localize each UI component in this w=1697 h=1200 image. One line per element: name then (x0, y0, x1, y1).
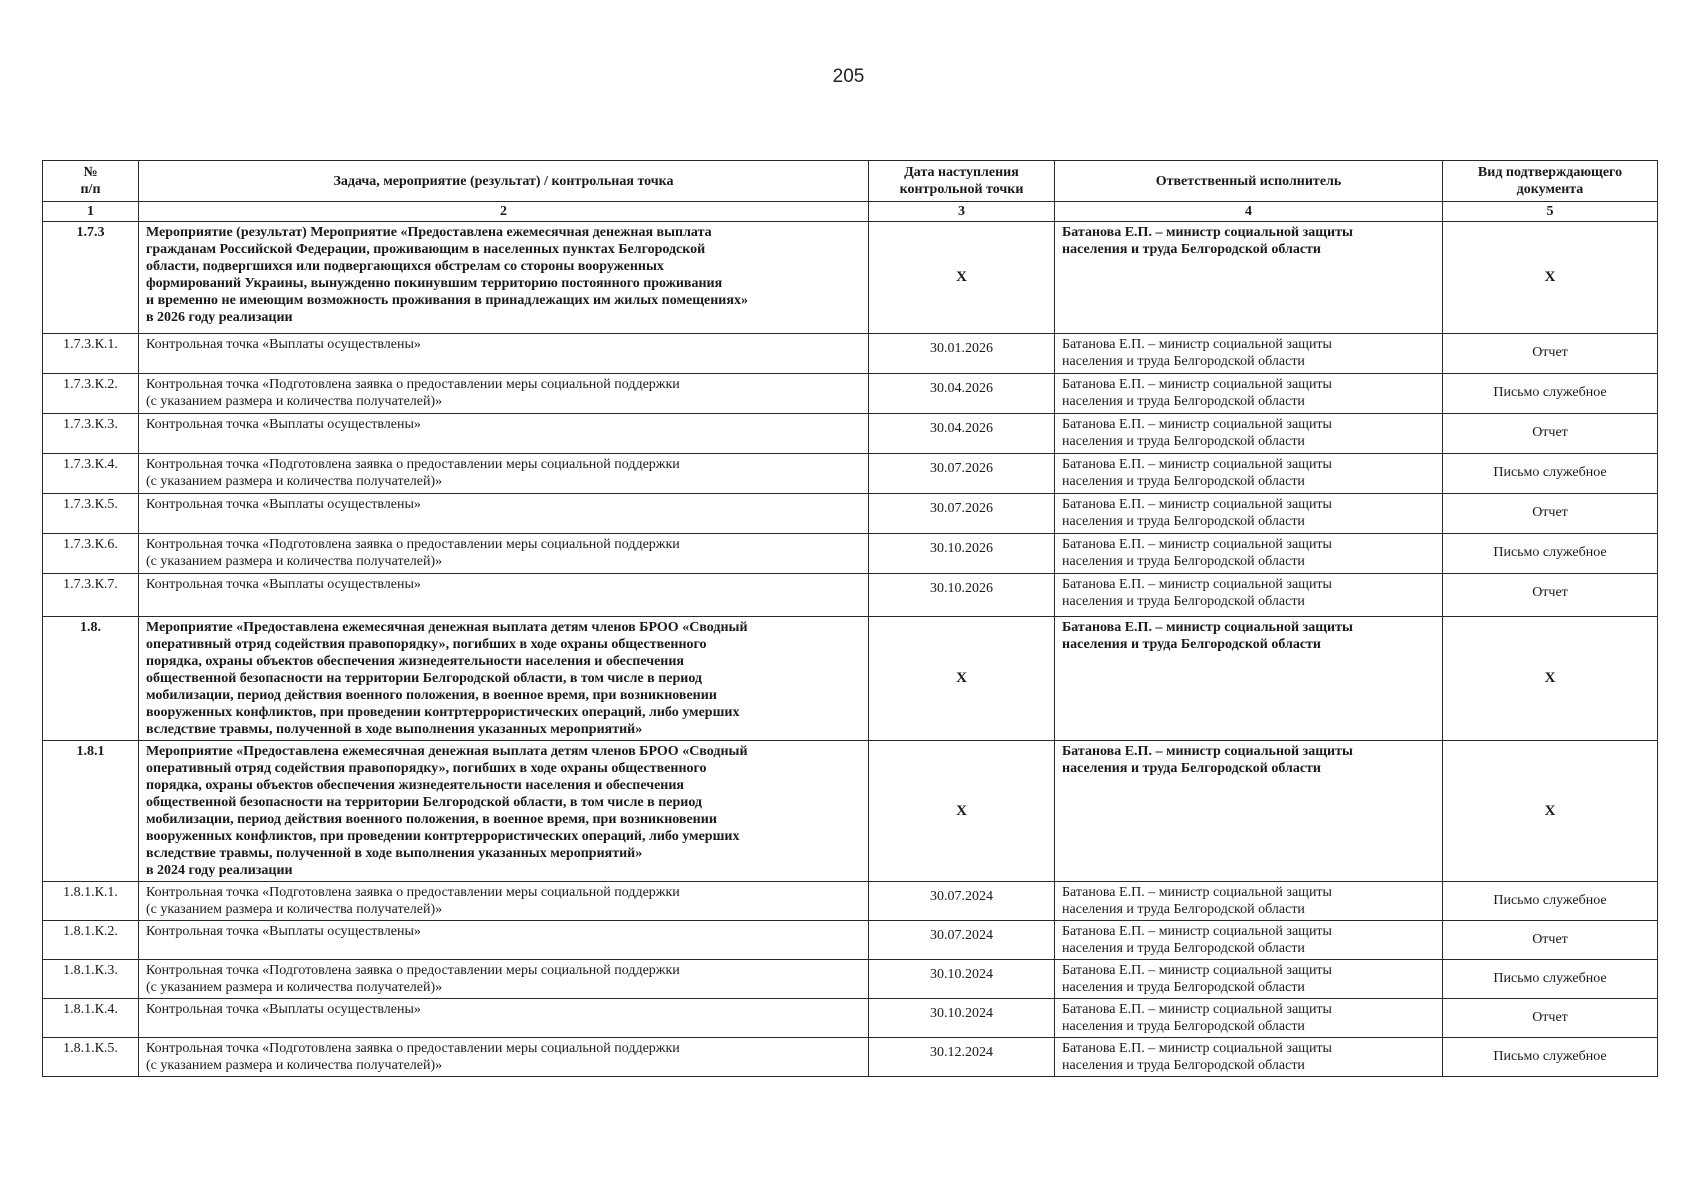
table-row (43, 1038, 1658, 1077)
row-task: Контрольная точка «Выплаты осуществлены» (139, 494, 869, 534)
header-document: Вид подтверждающего документа (1443, 161, 1658, 202)
row-date: X (869, 741, 1055, 882)
row-responsible: Батанова Е.П. – министр социальной защиты населения и труда Белгородской области (1055, 454, 1443, 494)
row-number: 1.7.3.К.7. (43, 574, 139, 617)
row-responsible: Батанова Е.П. – министр социальной защиты населения и труда Белгородской области (1055, 1038, 1443, 1077)
row-responsible: Батанова Е.П. – министр социальной защиты населения и труда Белгородской области (1055, 534, 1443, 574)
header-date: Дата наступления контрольной точки (869, 161, 1055, 202)
row-document: Письмо служебное (1443, 882, 1658, 921)
header-responsible: Ответственный исполнитель (1055, 161, 1443, 202)
row-document: Отчет (1443, 921, 1658, 960)
row-responsible: Батанова Е.П. – министр социальной защиты населения и труда Белгородской области (1055, 222, 1443, 334)
row-task: Контрольная точка «Подготовлена заявка о предоставлении меры социальной поддержки (с указанием размера и количества получателей)» (139, 534, 869, 574)
row-date: 30.12.2024 (869, 1038, 1055, 1077)
row-document: Письмо служебное (1443, 960, 1658, 999)
row-document: Письмо служебное (1443, 454, 1658, 494)
row-task: Контрольная точка «Выплаты осуществлены» (139, 414, 869, 454)
row-responsible: Батанова Е.П. – министр социальной защиты населения и труда Белгородской области (1055, 741, 1443, 882)
row-date: 30.07.2024 (869, 882, 1055, 921)
row-number: 1.8.1.К.3. (43, 960, 139, 999)
row-number: 1.7.3.К.4. (43, 454, 139, 494)
row-date: X (869, 222, 1055, 334)
row-date: 30.10.2024 (869, 999, 1055, 1038)
row-responsible: Батанова Е.П. – министр социальной защиты населения и труда Белгородской области (1055, 374, 1443, 414)
row-document: X (1443, 617, 1658, 741)
row-date: 30.01.2026 (869, 334, 1055, 374)
row-document: Письмо служебное (1443, 374, 1658, 414)
row-task: Контрольная точка «Подготовлена заявка о предоставлении меры социальной поддержки (с указанием размера и количества получателей)» (139, 454, 869, 494)
row-task: Контрольная точка «Выплаты осуществлены» (139, 574, 869, 617)
row-responsible: Батанова Е.П. – министр социальной защиты населения и труда Белгородской области (1055, 494, 1443, 534)
row-document: Отчет (1443, 574, 1658, 617)
header-number: № п/п (43, 161, 139, 202)
row-date: 30.07.2026 (869, 494, 1055, 534)
row-document: Отчет (1443, 999, 1658, 1038)
row-responsible: Батанова Е.П. – министр социальной защиты населения и труда Белгородской области (1055, 921, 1443, 960)
column-number: 4 (1055, 202, 1443, 222)
row-date: X (869, 617, 1055, 741)
row-document: Письмо служебное (1443, 1038, 1658, 1077)
row-responsible: Батанова Е.П. – министр социальной защиты населения и труда Белгородской области (1055, 574, 1443, 617)
table-row (43, 617, 1658, 741)
row-document: X (1443, 222, 1658, 334)
row-responsible: Батанова Е.П. – министр социальной защиты населения и труда Белгородской области (1055, 960, 1443, 999)
table-row (43, 374, 1658, 414)
row-date: 30.10.2026 (869, 534, 1055, 574)
row-date: 30.07.2026 (869, 454, 1055, 494)
row-task: Контрольная точка «Выплаты осуществлены» (139, 334, 869, 374)
table-row (43, 741, 1658, 882)
table-row (43, 222, 1658, 334)
row-document: Отчет (1443, 334, 1658, 374)
row-date: 30.04.2026 (869, 414, 1055, 454)
row-number: 1.8.1.К.5. (43, 1038, 139, 1077)
row-number: 1.8.1.К.4. (43, 999, 139, 1038)
row-task: Мероприятие «Предоставлена ежемесячная денежная выплата детям членов БРОО «Сводный оперативный отряд содействия правопорядку», погибших в ходе охраны общественного порядка, охраны объектов обеспечения жизнедеятельности населения и обеспечения общественной безопасности на территории Белгородской области, в том числе в период мобилизации, период действия военного положения, в военное время, при возникновении вооруженных конфликтов, при проведении контртеррористических операций, либо умерших вследствие травмы, полученной в ходе выполнения указанных мероприятий» в 2024 году реализации (139, 741, 869, 882)
row-task: Контрольная точка «Подготовлена заявка о предоставлении меры социальной поддержки (с указанием размера и количества получателей)» (139, 374, 869, 414)
row-document: Письмо служебное (1443, 534, 1658, 574)
row-date: 30.07.2024 (869, 921, 1055, 960)
row-document: Отчет (1443, 494, 1658, 534)
row-number: 1.8. (43, 617, 139, 741)
table-row (43, 882, 1658, 921)
header-task: Задача, мероприятие (результат) / контрольная точка (139, 161, 869, 202)
row-number: 1.8.1.К.2. (43, 921, 139, 960)
row-task: Мероприятие (результат) Мероприятие «Предоставлена ежемесячная денежная выплата гражданам Российской Федерации, проживающим в населенных пунктах Белгородской области, подвергшихся или подвергающихся обстрелам со стороны вооруженных формирований Украины, вынужденно покинувшим территорию постоянного проживания и временно не имеющим возможность проживания в принадлежащих им жилых помещениях» в 2026 году реализации (139, 222, 869, 334)
row-number: 1.7.3.К.3. (43, 414, 139, 454)
row-responsible: Батанова Е.П. – министр социальной защиты населения и труда Белгородской области (1055, 999, 1443, 1038)
table-row (43, 454, 1658, 494)
row-responsible: Батанова Е.П. – министр социальной защиты населения и труда Белгородской области (1055, 414, 1443, 454)
table-row (43, 534, 1658, 574)
table-row (43, 999, 1658, 1038)
row-responsible: Батанова Е.П. – министр социальной защиты населения и труда Белгородской области (1055, 334, 1443, 374)
table-row (43, 414, 1658, 454)
column-number: 2 (139, 202, 869, 222)
table-row (43, 960, 1658, 999)
control-points-table (42, 160, 1658, 1077)
row-number: 1.8.1.К.1. (43, 882, 139, 921)
column-number: 3 (869, 202, 1055, 222)
row-date: 30.10.2024 (869, 960, 1055, 999)
table-row (43, 494, 1658, 534)
column-number: 5 (1443, 202, 1658, 222)
table-row (43, 574, 1658, 617)
table-body (43, 222, 1658, 1077)
row-task: Контрольная точка «Подготовлена заявка о предоставлении меры социальной поддержки (с указанием размера и количества получателей)» (139, 1038, 869, 1077)
row-number: 1.8.1 (43, 741, 139, 882)
row-responsible: Батанова Е.П. – министр социальной защиты населения и труда Белгородской области (1055, 882, 1443, 921)
table-row (43, 334, 1658, 374)
row-task: Контрольная точка «Подготовлена заявка о предоставлении меры социальной поддержки (с указанием размера и количества получателей)» (139, 960, 869, 999)
row-task: Мероприятие «Предоставлена ежемесячная денежная выплата детям членов БРОО «Сводный оперативный отряд содействия правопорядку», погибших в ходе охраны общественного порядка, охраны объектов обеспечения жизнедеятельности населения и обеспечения общественной безопасности на территории Белгородской области, в том числе в период мобилизации, период действия военного положения, в военное время, при возникновении вооруженных конфликтов, при проведении контртеррористических операций, либо умерших вследствие травмы, полученной в ходе выполнения указанных мероприятий» (139, 617, 869, 741)
row-task: Контрольная точка «Подготовлена заявка о предоставлении меры социальной поддержки (с указанием размера и количества получателей)» (139, 882, 869, 921)
row-document: Отчет (1443, 414, 1658, 454)
row-number: 1.7.3 (43, 222, 139, 334)
row-number: 1.7.3.К.1. (43, 334, 139, 374)
row-responsible: Батанова Е.П. – министр социальной защиты населения и труда Белгородской области (1055, 617, 1443, 741)
row-document: X (1443, 741, 1658, 882)
row-task: Контрольная точка «Выплаты осуществлены» (139, 921, 869, 960)
page-number: 205 (832, 66, 865, 87)
row-number: 1.7.3.К.2. (43, 374, 139, 414)
row-date: 30.10.2026 (869, 574, 1055, 617)
row-number: 1.7.3.К.5. (43, 494, 139, 534)
row-number: 1.7.3.К.6. (43, 534, 139, 574)
table-row (43, 921, 1658, 960)
table-header-row (43, 161, 1658, 202)
row-date: 30.04.2026 (869, 374, 1055, 414)
row-task: Контрольная точка «Выплаты осуществлены» (139, 999, 869, 1038)
column-number: 1 (43, 202, 139, 222)
column-number-row (43, 202, 1658, 222)
